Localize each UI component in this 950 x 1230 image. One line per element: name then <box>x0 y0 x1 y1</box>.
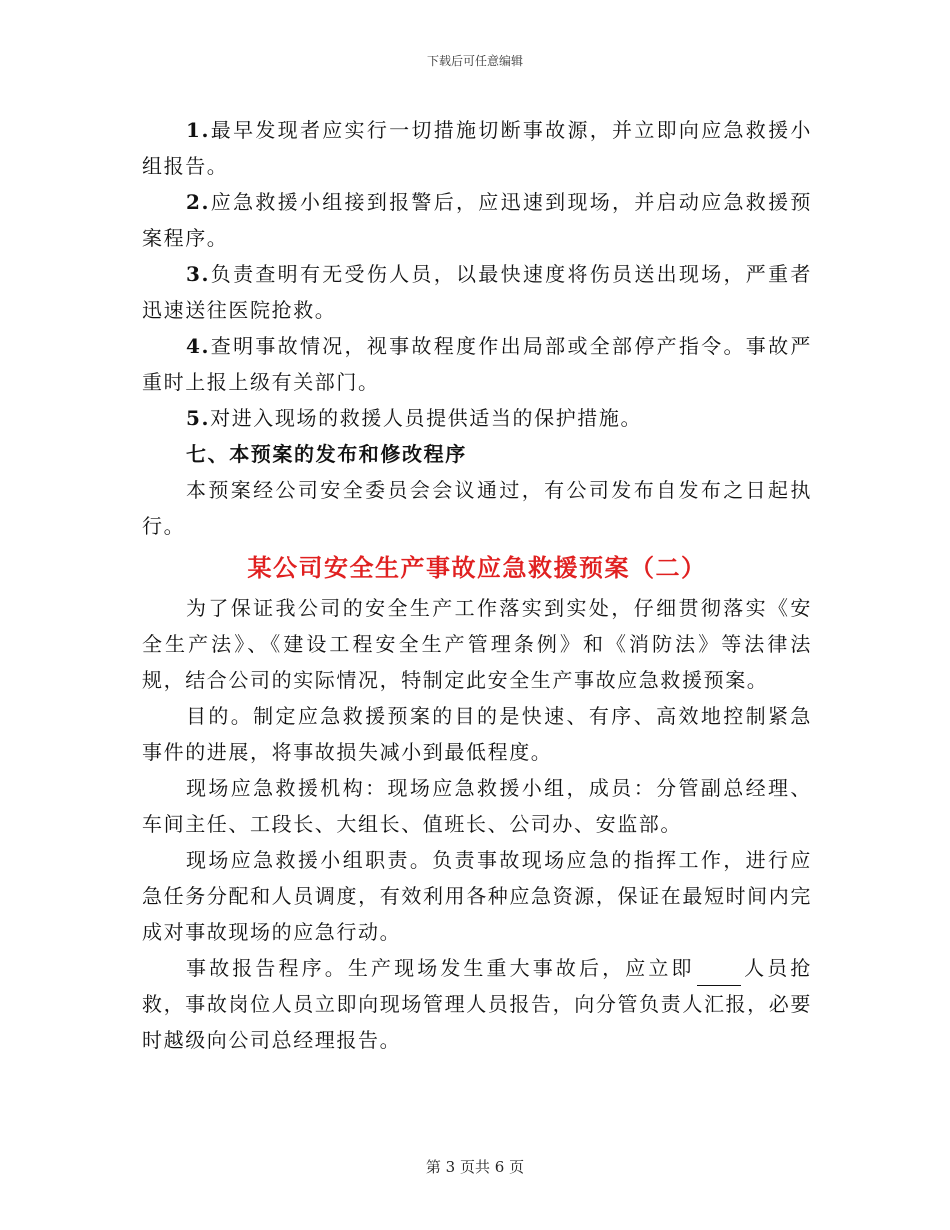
item-text: 对进入现场的救援人员提供适当的保护措施。 <box>210 406 643 430</box>
document-body <box>142 112 812 1058</box>
paragraph-with-blank <box>142 950 812 1058</box>
paragraph-text-before: 事故报告程序。生产现场发生重大事故后，应立即 <box>186 956 695 980</box>
list-item <box>142 256 812 328</box>
item-text: 查明事故情况，视事故程度作出局部或全部停产指令。事故严重时上报上级有关部门。 <box>142 334 812 394</box>
page-header: 下载后可任意编辑 <box>426 54 523 68</box>
list-item <box>142 400 812 436</box>
paragraph-text-after: 人员抢救，事故岗位人员立即向现场管理人员报告，向分管负责人汇报，必要时越级向公司总经理报告。 <box>142 956 812 1052</box>
section-paragraph: 本预案经公司安全委员会会议通过，有公司发布自发布之日起执行。 <box>142 478 812 538</box>
item-number: 3. <box>186 262 211 286</box>
item-text: 最早发现者应实行一切措施切断事故源，并立即向应急救援小组报告。 <box>142 118 812 178</box>
paragraph: 目的。制定应急救援预案的目的是快速、有序、高效地控制紧急事件的进展，将事故损失减小到最低程度。 <box>142 704 812 764</box>
item-number: 5. <box>186 406 211 430</box>
section-heading: 七、本预案的发布和修改程序 <box>186 442 467 466</box>
item-text: 负责查明有无受伤人员，以最快速度将伤员送出现场，严重者迅速送往医院抢救。 <box>142 262 812 322</box>
list-item <box>142 328 812 400</box>
document-title: 某公司安全生产事故应急救援预案（二） <box>247 554 707 582</box>
page-footer: 第 3 页共 6 页 <box>425 1158 525 1176</box>
item-number: 2. <box>186 190 211 214</box>
item-number: 1. <box>186 118 211 142</box>
item-number: 4. <box>186 334 211 358</box>
list-item <box>142 112 812 184</box>
list-item <box>142 184 812 256</box>
fill-in-blank <box>697 965 741 986</box>
paragraph: 为了保证我公司的安全生产工作落实到实处，仔细贯彻落实《安全生产法》、《建设工程安全生产管理条例》和《消防法》等法律法规，结合公司的实际情况，特制定此安全生产事故应急救援预案。 <box>142 596 812 692</box>
paragraph: 现场应急救援小组职责。负责事故现场应急的指挥工作，进行应急任务分配和人员调度，有效利用各种应急资源，保证在最短时间内完成对事故现场的应急行动。 <box>142 848 812 944</box>
paragraph: 现场应急救援机构：现场应急救援小组，成员：分管副总经理、车间主任、工段长、大组长、值班长、公司办、安监部。 <box>142 776 812 836</box>
item-text: 应急救援小组接到报警后，应迅速到现场，并启动应急救援预案程序。 <box>142 190 812 250</box>
